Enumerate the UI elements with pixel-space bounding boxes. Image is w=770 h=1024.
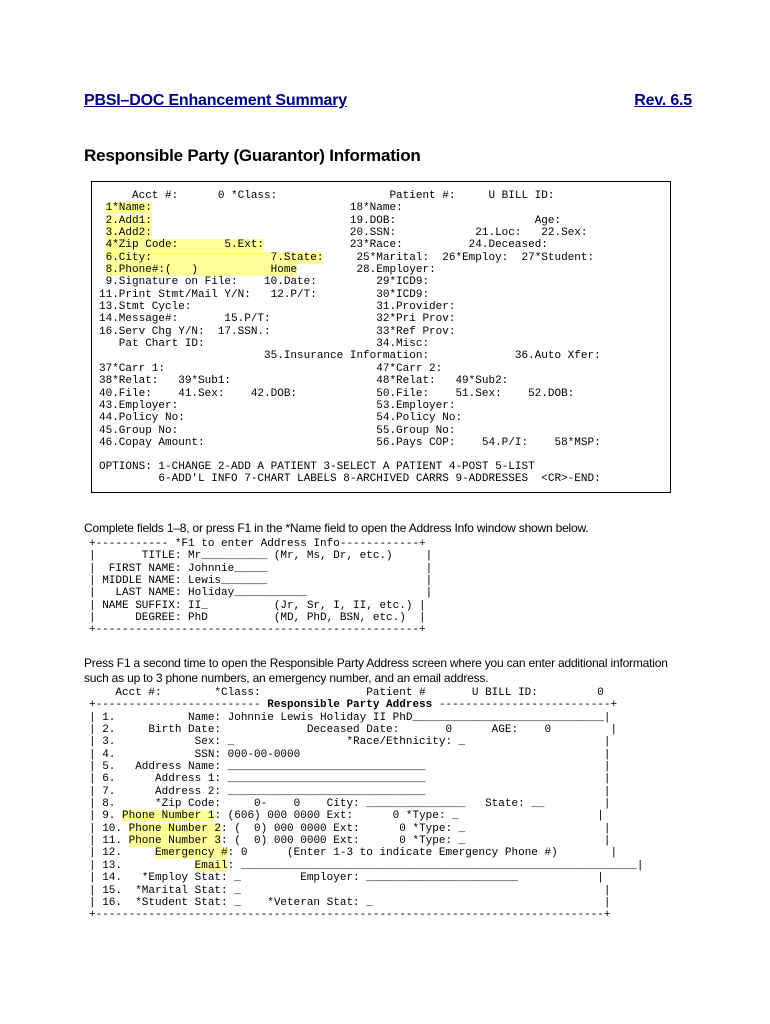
screen-text: | 7. Address 2: ______________________________ | [89,785,611,798]
highlighted-field-label: 1*Name: [105,202,152,215]
screen-line [99,264,601,276]
screen-text: 16.Serv Chg Y/N: 17.SSN.: 33*Ref Prov: [99,325,456,338]
highlighted-field-label: Phone Number 2 [128,822,222,835]
screen-line [99,326,601,338]
rp-address-line [89,909,644,921]
screen-text: | 4. SSN: 000-00-0000 | [89,748,611,761]
screen-text: 44.Policy No: 54.Policy No: [99,412,463,425]
screen-text: | 14. *Employ Stat: _ Employer: _______________________ | [89,872,604,885]
screen-text: | 10. [89,822,129,835]
screen-line [99,363,601,375]
address-info-line: | FIRST NAME: Johnnie_____ | [89,562,433,575]
screen-text: 37*Carr 1: 47*Carr 2: [99,362,443,375]
highlighted-field-label: 3.Add2: [105,227,152,240]
rp-address-line [89,761,644,773]
revision-label: Rev. 6.5 [634,92,692,109]
screen-text: Pat Chart ID: 34.Misc: [99,338,430,351]
address-info-line: +-------------------------------------------------+ [89,624,426,637]
screen-line [99,289,601,301]
screen-text: : ( 0) 000 0000 Ext: 0 *Type: _ | [221,822,611,835]
screen-line [99,301,601,313]
screen-text: | 13. [89,859,195,872]
address-info-line: +----------- *F1 to enter Address Info------------+ [89,538,426,550]
screen-line [99,252,601,264]
screen-text: 43.Employer: 53.Employer: [99,399,456,412]
screen-line [99,338,601,350]
screen-line [99,437,601,449]
screen-text: 19.DOB: Age: [151,214,562,227]
screen-text: | 5. Address Name: ______________________________ | [89,761,611,774]
screen-text: | 8. *Zip Code: 0- 0 City: _______________ State: __ | [89,798,611,811]
highlighted-field-label: Phone Number 3 [128,835,222,848]
screen-line [99,239,601,251]
rp-address-line [89,835,644,847]
screen-line [99,350,601,362]
screen-text: 45.Group No: 55.Group No: [99,424,456,437]
screen-text: | 1. Name: Johnnie Lewis Holiday II PhD_____________________________| [89,711,611,724]
screen-text: 20.SSN: 21.Loc: 22.Sex: [151,227,588,240]
screen-text: : ( 0) 000 0000 Ext: 0 *Type: _ | [221,835,611,848]
screen-line [99,412,601,424]
screen-text: | 6. Address 1: ______________________________ | [89,773,611,786]
rp-address-line [89,699,644,711]
screen-text: : 0 (Enter 1-3 to indicate Emergency Phone #) | [227,847,618,860]
rp-address-line [89,872,644,884]
screen-text: +-----------------------------------------------------------------------------+ [89,909,611,922]
screen-text: 11.Print Stmt/Mail Y/N: 12.P/T: 30*ICD9: [99,288,430,301]
rp-address-line [89,712,644,724]
address-info-line: | NAME SUFFIX: II_ (Jr, Sr, I, II, etc.) | [89,599,426,612]
screen-line [99,425,601,437]
screen-line [99,202,601,214]
screen-line [99,276,601,288]
address-info-line: | DEGREE: PhD (MD, PhD, BSN, etc.) | [89,612,426,625]
screen-text: 18*Name: [151,202,403,215]
screen-text: 13.Stmt Cycle: 31.Provider: [99,301,456,314]
rp-address-line [89,687,644,699]
rp-address-line [89,773,644,785]
screen-text: | 12. [89,847,156,860]
screen-text: 46.Copay Amount: 56.Pays COP: 54.P/I: 58*MSP: [99,436,601,449]
rp-address-line [89,847,644,859]
document-title: PBSI–DOC Enhancement Summary [84,92,347,109]
highlighted-field-label: 2.Add1: [105,214,152,227]
screen-text: 40.File: 41.Sex: 42.DOB: 50.File: 51.Sex: 52.DOB: [99,387,575,400]
screen-line [99,313,601,325]
highlighted-field-label: 6.City: 7.State: [105,251,324,264]
section-title: Responsible Party (Guarantor) Information [84,146,421,165]
address-info-line: | TITLE: Mr__________ (Mr, Ms, Dr, etc.) | [89,550,433,563]
screen-text: | 15. *Marital Stat: _ | [89,884,611,897]
screen-text: 9.Signature on File: 10.Date: 29*ICD9: [99,276,430,289]
rp-address-line [89,798,644,810]
screen-text: Acct #: *Class: Patient # U BILL ID: 0 [89,687,604,699]
screen-text: 28.Employer: [297,264,436,277]
screen-line [99,400,601,412]
screen-text: 14.Message#: 15.P/T: 32*Pri Prov: [99,313,456,326]
rp-address-line [89,885,644,897]
screen-text [99,227,106,239]
rp-address-line [89,823,644,835]
highlighted-field-label: 8.Phone#:( ) Home [105,264,298,277]
rp-address-line [89,897,644,909]
rp-address-line [89,786,644,798]
responsible-party-screen [99,190,601,449]
screen-text: Acct #: 0 *Class: Patient #: U BILL ID: [99,190,555,202]
rp-address-line [89,736,644,748]
screen-text: | 2. Birth Date: Deceased Date: 0 AGE: 0 | [89,724,618,737]
screen-text: --------------------------+ [432,699,618,712]
screen-text [99,239,106,251]
screen-text [99,215,106,227]
screen-text [99,202,106,214]
screen-text: | 16. *Student Stat: _ *Veteran Stat: _ | [89,896,611,909]
screen-text: | 9. [89,810,123,823]
screen-text: +------------------------- [89,699,268,712]
highlighted-field-label: Phone Number 1 [122,810,215,823]
instruction-paragraph-1: Complete fields 1–8, or press F1 in the *Name field to open the Address Info window shown below. [84,521,589,535]
screen-text [99,252,106,264]
screen-line [99,190,601,202]
instruction-paragraph-2: Press F1 a second time to open the Responsible Party Address screen where you can enter additional information such as up to 3 phone numbers, an emergency number, and an email address. [84,656,668,685]
address-info-line: | MIDDLE NAME: Lewis_______ | [89,575,433,588]
options-line: OPTIONS: 1-CHANGE 2-ADD A PATIENT 3-SELECT A PATIENT 4-POST 5-LIST [99,461,535,473]
screen-text [99,264,106,276]
address-info-line: | LAST NAME: Holiday___________ | [89,587,433,600]
rp-address-line [89,810,644,822]
screen-text: 25*Marital: 26*Employ: 27*Student: [323,251,595,264]
responsible-party-address-screen [89,687,644,922]
screen-text: 35.Insurance Information: 36.Auto Xfer: [99,350,601,363]
screen-text: Responsible Party Address [267,699,433,712]
options-line: 6-ADD'L INFO 7-CHART LABELS 8-ARCHIVED CARRS 9-ADDRESSES <CR>-END: [99,473,601,486]
rp-address-line [89,860,644,872]
screen-line [99,227,601,239]
screen-text: | 11. [89,835,129,848]
screen-text: | 3. Sex: _ *Race/Ethnicity: _ | [89,736,611,749]
screen-text: : ____________________________________________________________| [227,859,644,872]
screen-line [99,375,601,387]
screen-line [99,215,601,227]
rp-address-line [89,749,644,761]
screen-text: 38*Relat: 39*Sub1: 48*Relat: 49*Sub2: [99,375,509,388]
highlighted-field-label: Email [194,859,228,872]
address-info-window [89,538,432,637]
rp-address-line [89,724,644,736]
screen-line [99,388,601,400]
screen-text: 23*Race: 24.Deceased: [264,239,548,252]
options-menu [99,461,601,486]
highlighted-field-label: Emergency # [155,847,228,860]
screen-text: : (606) 000 0000 Ext: 0 *Type: _ | [214,810,604,823]
highlighted-field-label: 4*Zip Code: 5.Ext: [105,239,265,252]
